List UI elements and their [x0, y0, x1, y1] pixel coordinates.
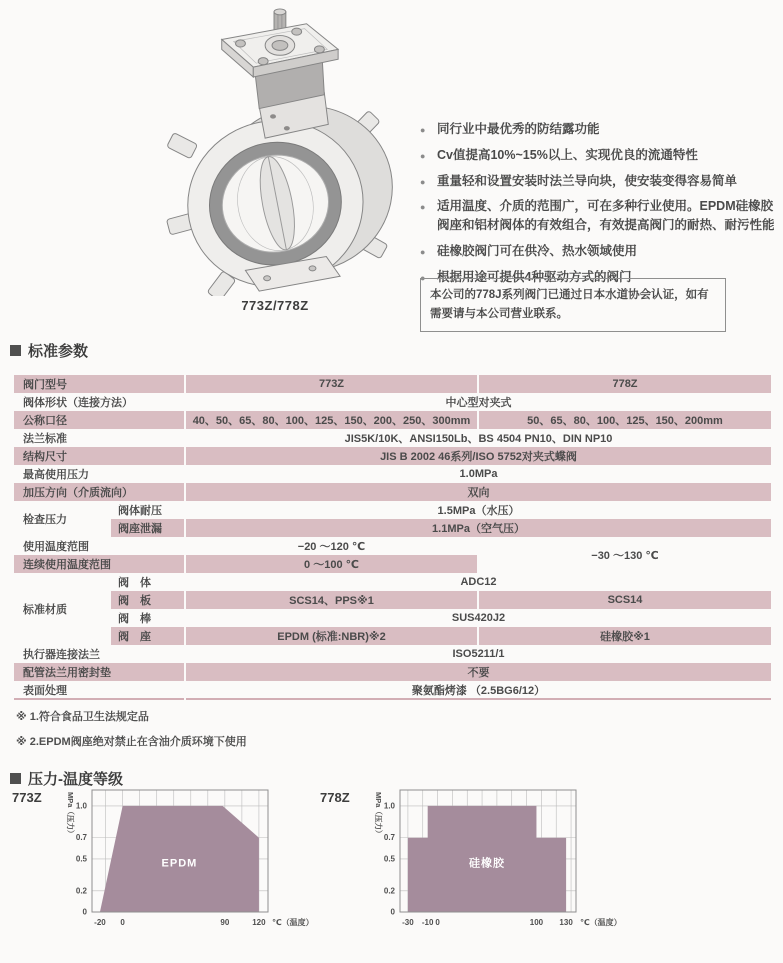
feature-text: 重量轻和设置安装时法兰导向块，使安装变得容易简单 [437, 173, 738, 188]
bullet-icon: ● [420, 246, 426, 257]
param-value-cell: JIS5K/10K、ANSI150Lb、BS 4504 PN10、DIN NP10 [185, 429, 771, 447]
param-label-cell: 执行器连接法兰 [23, 649, 100, 661]
x-axis-unit: ℃（温度） [580, 918, 622, 927]
table-row [14, 393, 771, 411]
param-value-cell: 1.1MPa（空气压） [185, 519, 771, 537]
param-label-cell: 使用温度范围 [23, 541, 89, 553]
param-value-cell: JIS B 2002 46系列/ISO 5752对夹式蝶阀 [185, 447, 771, 465]
y-tick-label: 0.2 [383, 886, 395, 896]
param-value-cell: 1.5MPa（水压） [185, 501, 771, 519]
param-value-cell: ISO5211/1 [185, 645, 771, 663]
param-value-cell: 聚氨酯烤漆 （2.5BG6/12） [185, 681, 771, 699]
feature-item [420, 146, 778, 165]
table-row [14, 501, 771, 519]
param-label-cell: 阀 板 [110, 591, 185, 609]
pt-chart-773z [56, 782, 320, 940]
series-label: 硅橡胶 [469, 857, 506, 870]
table-row [14, 681, 771, 699]
y-tick-label: 0 [82, 907, 87, 917]
feature-item [420, 242, 778, 261]
feature-text: Cv值提高10%~15%以上、实现优良的流通特性 [437, 147, 698, 162]
param-label-cell: 结构尺寸 [14, 447, 185, 465]
section-title-text: 标准参数 [28, 343, 89, 360]
table-row [14, 627, 771, 645]
y-tick-label: 0.5 [75, 854, 87, 864]
bullet-icon: ● [420, 202, 426, 213]
bullet-icon: ● [420, 150, 426, 161]
param-value-cell: SCS14、PPS※1 [185, 591, 478, 609]
table-row [14, 429, 771, 447]
footnotes [16, 708, 247, 758]
param-label-cell: 阀体耐压 [110, 501, 185, 519]
x-tick-label: 130 [559, 918, 573, 927]
param-value-cell: −20 ～120 ℃ [185, 537, 478, 555]
y-axis-label: MPa（压力） [374, 792, 383, 838]
param-value-cell: 778Z [478, 375, 771, 393]
series-label: EPDM [161, 857, 198, 870]
table-row [14, 537, 771, 555]
param-value-cell: −30 ～130 ℃ [478, 537, 771, 573]
feature-item [420, 172, 778, 191]
param-value-cell: 双向 [185, 483, 771, 501]
table-row [14, 645, 771, 663]
table-row [14, 465, 771, 483]
chart-block-778z [320, 782, 628, 940]
param-value-cell: 中心型对夹式 [185, 393, 771, 411]
square-bullet-icon [10, 345, 21, 356]
table-row [14, 573, 771, 591]
param-label-cell: 标准材质 [23, 604, 67, 616]
chart-block-773z [12, 782, 320, 940]
table-row [14, 447, 771, 465]
param-label-cell: 阀 体 [110, 573, 185, 591]
table-row [14, 519, 771, 537]
table-row [14, 411, 771, 429]
bullet-icon: ● [420, 272, 426, 283]
bullet-icon: ● [420, 125, 426, 135]
x-tick-label: 90 [220, 918, 230, 927]
param-value-cell: ADC12 [185, 573, 771, 591]
params-table-body [14, 375, 771, 699]
chart-model-label: 773Z [12, 790, 42, 805]
y-tick-label: 0.5 [383, 854, 395, 864]
param-value-cell: SUS420J2 [185, 609, 771, 627]
param-label-cell: 公称口径 [14, 411, 185, 429]
param-value-cell: 1.0MPa [185, 465, 771, 483]
param-value-cell: SCS14 [478, 591, 771, 609]
param-label-cell: 配管法兰用密封垫 [14, 663, 185, 681]
param-label-cell: 表面处理 [23, 684, 67, 697]
valve-illustration [147, 4, 403, 296]
param-label-cell: 加压方向（介质流向） [14, 483, 185, 501]
table-row [14, 609, 771, 627]
x-tick-label: 100 [529, 918, 544, 927]
param-value-cell: 0 ～100 ℃ [185, 555, 478, 573]
param-value-cell: 40、50、65、80、100、125、150、200、250、300mm [185, 411, 478, 429]
x-axis-unit: ℃（温度） [272, 918, 314, 927]
param-value-cell: EPDM (标准:NBR)※2 [185, 627, 478, 645]
footnote-2: ※ 2.EPDM阀座绝对禁止在含油介质环境下使用 [16, 736, 247, 748]
y-tick-label: 0.7 [75, 833, 87, 843]
x-tick-label: -20 [94, 918, 106, 927]
feature-text: 适用温度、介质的范围广，可在多种行业使用。EPDM硅橡胶阀座和铝材阀体的有效组合，有效提高阀门的耐热、耐污性能 [437, 199, 775, 232]
feature-item [420, 197, 778, 235]
param-value-cell: 50、65、80、100、125、150、200mm [478, 411, 771, 429]
y-tick-label: 1.0 [75, 801, 87, 811]
x-tick-label: -10 [421, 918, 434, 927]
y-tick-label: 0 [390, 907, 395, 917]
param-label-cell: 连续使用温度范围 [14, 555, 185, 573]
table-row [14, 375, 771, 393]
x-tick-label: 0 [120, 918, 125, 927]
feature-text: 同行业中最优秀的防结露功能 [437, 122, 600, 136]
param-label-cell: 检查压力 [23, 514, 67, 526]
param-label-cell: 阀门型号 [14, 375, 185, 393]
y-tick-label: 0.2 [75, 886, 87, 896]
y-axis-label: MPa（压力） [66, 792, 75, 838]
x-tick-label: -30 [402, 918, 414, 927]
section-title-standard-params [10, 340, 88, 361]
feature-text: 根据用途可提供4种驱动方式的阀门 [437, 269, 632, 284]
feature-item [420, 120, 778, 139]
pt-charts [12, 782, 628, 940]
y-tick-label: 0.7 [383, 833, 395, 843]
param-value-cell: 不要 [185, 663, 771, 681]
valve-figure [142, 4, 408, 313]
section-title-text: 压力-温度等级 [28, 771, 123, 788]
chart-model-label: 778Z [320, 790, 350, 805]
notice-box: 本公司的778J系列阀门已通过日本水道协会认证，如有需要请与本公司营业联系。 [420, 278, 726, 332]
bullet-icon: ● [420, 176, 426, 187]
table-row [14, 591, 771, 609]
param-label-cell: 法兰标准 [23, 433, 67, 445]
param-value-cell: 硅橡胶※1 [478, 627, 771, 645]
params-table [14, 375, 771, 700]
param-label-cell: 阀 座 [110, 627, 185, 645]
table-row [14, 483, 771, 501]
params-table-wrap [14, 375, 771, 700]
feature-text: 硅橡胶阀门可在供冷、热水领域使用 [437, 243, 638, 258]
x-tick-label: 0 [435, 918, 440, 927]
x-tick-label: 120 [252, 918, 266, 927]
param-label-cell: 阀 棒 [110, 609, 185, 627]
param-label-cell: 阀座泄漏 [110, 519, 185, 537]
valve-caption: 773Z/778Z [241, 298, 309, 313]
param-label-cell: 最高使用压力 [23, 469, 89, 481]
features-list [420, 120, 778, 293]
footnote-1: ※ 1.符合食品卫生法规定品 [16, 711, 149, 723]
y-tick-label: 1.0 [383, 801, 395, 811]
param-value-cell: 773Z [185, 375, 478, 393]
table-row [14, 663, 771, 681]
pt-chart-778z [364, 782, 628, 940]
param-label-cell: 阀体形状（连接方法） [23, 397, 133, 409]
